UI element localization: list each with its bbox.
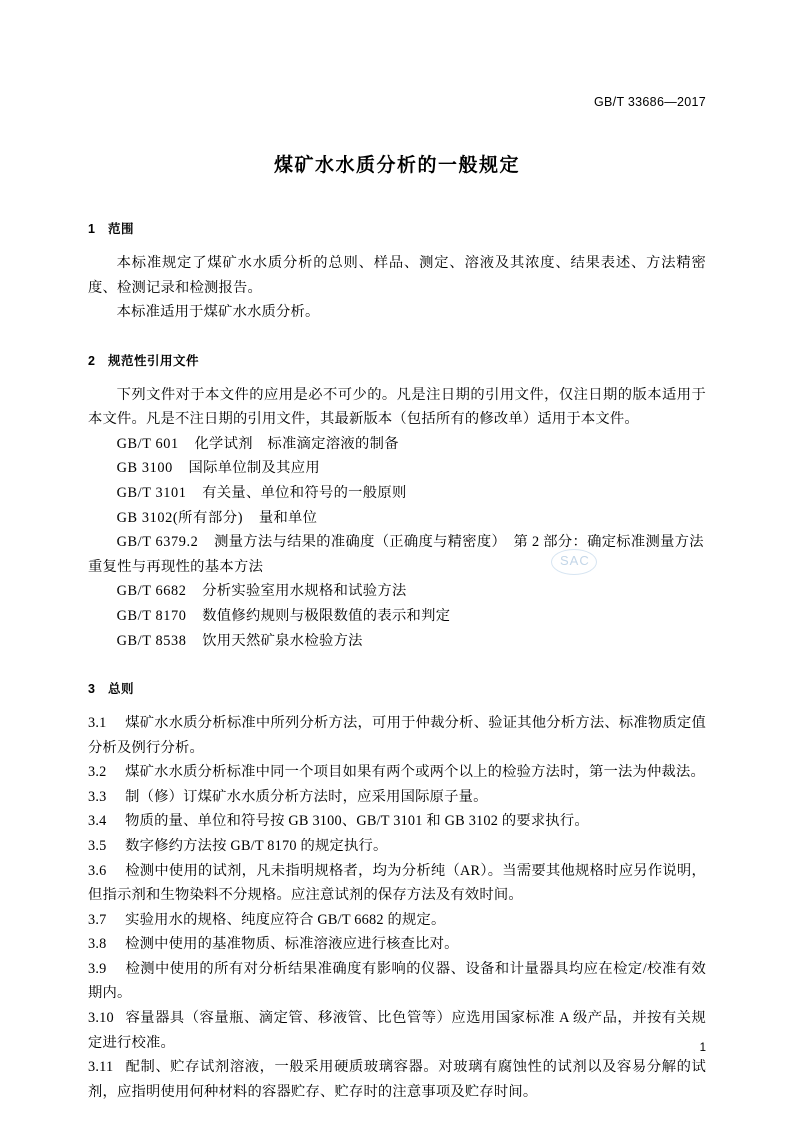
clause-number: 3.5	[88, 837, 107, 854]
section-1-paragraph-1: 本标准规定了煤矿水水质分析的总则、样品、测定、溶液及其浓度、结果表述、方法精密度、检测记录和检测报告。	[88, 255, 706, 296]
reference-title: 饮用天然矿泉水检验方法	[202, 632, 363, 649]
normative-reference-item	[88, 629, 706, 654]
reference-code: GB/T 6682	[116, 583, 187, 600]
normative-reference-item	[88, 604, 706, 629]
page-header-standard-number: GB/T 33686—2017	[594, 95, 706, 109]
section-heading-2	[88, 351, 706, 369]
clause-item	[88, 711, 706, 760]
clause-text: 检测中使用的基准物质、标准溶液应进行核查比对。	[125, 936, 459, 953]
section-2-paragraph-1: 下列文件对于本文件的应用是必不可少的。凡是注日期的引用文件，仅注日期的版本适用于本文件。凡是不注日期的引用文件，其最新版本（包括所有的修改单）适用于本文件。	[88, 386, 706, 428]
section-title-3: 总则	[108, 682, 135, 697]
page-number: 1	[699, 1042, 706, 1054]
clause-text: 煤矿水水质分析标准中同一个项目如果有两个或两个以上的检验方法时，第一法为仲裁法。	[125, 764, 706, 781]
clause-number: 3.6	[88, 862, 107, 879]
clause-text: 配制、贮存试剂溶液，一般采用硬质玻璃容器。对玻璃有腐蚀性的试剂以及容易分解的试剂，应指明使用何种材料的容器贮存、贮存时的注意事项及贮存时间。	[88, 1059, 706, 1100]
document-title: 煤矿水水质分析的一般规定	[273, 155, 520, 176]
reference-code: GB 3102(所有部分)	[116, 509, 244, 526]
document-body	[88, 150, 706, 1104]
clause-number: 3.1	[88, 715, 107, 732]
normative-reference-item	[88, 530, 706, 579]
clause-number: 3.7	[88, 911, 107, 928]
watermark-ring-icon	[551, 549, 597, 575]
reference-code: GB/T 3101	[116, 485, 187, 502]
clause-item	[88, 760, 706, 785]
clause-item	[88, 932, 706, 957]
section-number-2: 2	[88, 353, 96, 368]
reference-title: 测量方法与结果的准确度（正确度与精密度） 第 2 部分：确定标准测量方法重复性与再现性的基本方法	[88, 534, 704, 575]
clause-text: 数字修约方法按 GB/T 8170 的规定执行。	[125, 837, 388, 854]
reference-code: GB/T 6379.2	[116, 534, 199, 551]
section-1-paragraph-2: 本标准适用于煤矿水水质分析。	[116, 304, 320, 321]
clause-item	[88, 908, 706, 933]
clause-item	[88, 785, 706, 810]
clause-item	[88, 1055, 706, 1104]
clause-text: 实验用水的规格、纯度应符合 GB/T 6682 的规定。	[125, 911, 446, 928]
reference-title: 量和单位	[258, 509, 318, 526]
reference-code: GB 3100	[116, 460, 173, 477]
reference-title: 数值修约规则与极限数值的表示和判定	[202, 607, 451, 624]
normative-reference-item	[88, 432, 706, 457]
watermark-text: SAC	[560, 553, 590, 568]
section-number-1: 1	[88, 222, 96, 236]
normative-reference-item	[88, 579, 706, 604]
section-heading-1	[88, 219, 706, 237]
reference-title: 化学试剂 标准滴定溶液的制备	[194, 435, 399, 452]
clause-text: 检测中使用的试剂，凡未指明规格者，均为分析纯（AR）。当需要其他规格时应另作说明，但指示剂和生物染料不分规格。应注意试剂的保存方法及有效时间。	[88, 862, 706, 904]
clause-number: 3.8	[88, 936, 107, 953]
clause-item	[88, 834, 706, 859]
sac-watermark	[560, 553, 590, 568]
clause-item	[88, 859, 706, 908]
reference-title: 分析实验室用水规格和试验方法	[202, 583, 407, 600]
clause-number: 3.11	[88, 1059, 114, 1076]
section-title-1: 范围	[108, 222, 135, 236]
section-title-2: 规范性引用文件	[108, 353, 200, 368]
clause-number: 3.4	[88, 813, 107, 830]
reference-code: GB/T 8538	[116, 632, 187, 649]
clause-item	[88, 1006, 706, 1055]
clause-item	[88, 957, 706, 1006]
clause-item	[88, 809, 706, 834]
section-number-3: 3	[88, 682, 96, 697]
clause-text: 检测中使用的所有对分析结果准确度有影响的仪器、设备和计量器具均应在检定/校准有效期内。	[88, 960, 706, 1002]
clause-text: 容量器具（容量瓶、滴定管、移液管、比色管等）应选用国家标准 A 级产品，并按有关规定进行校准。	[88, 1010, 706, 1051]
reference-title: 有关量、单位和符号的一般原则	[202, 485, 407, 502]
normative-reference-item	[88, 456, 706, 481]
normative-reference-item	[88, 481, 706, 506]
clause-number: 3.9	[88, 960, 107, 977]
clause-number: 3.10	[88, 1010, 114, 1027]
clause-text: 制（修）订煤矿水水质分析方法时，应采用国际原子量。	[125, 788, 488, 805]
section-heading-3	[88, 679, 706, 697]
normative-reference-item	[88, 506, 706, 531]
clause-number: 3.3	[88, 788, 107, 805]
reference-code: GB/T 8170	[116, 607, 187, 624]
clause-text: 物质的量、单位和符号按 GB 3100、GB/T 3101 和 GB 3102 的要求执行。	[125, 813, 589, 830]
reference-code: GB/T 601	[116, 435, 179, 452]
reference-title: 国际单位制及其应用	[188, 460, 320, 477]
clause-text: 煤矿水水质分析标准中所列分析方法，可用于仲裁分析、验证其他分析方法、标准物质定值分析及例行分析。	[88, 715, 706, 756]
clause-number: 3.2	[88, 764, 107, 781]
